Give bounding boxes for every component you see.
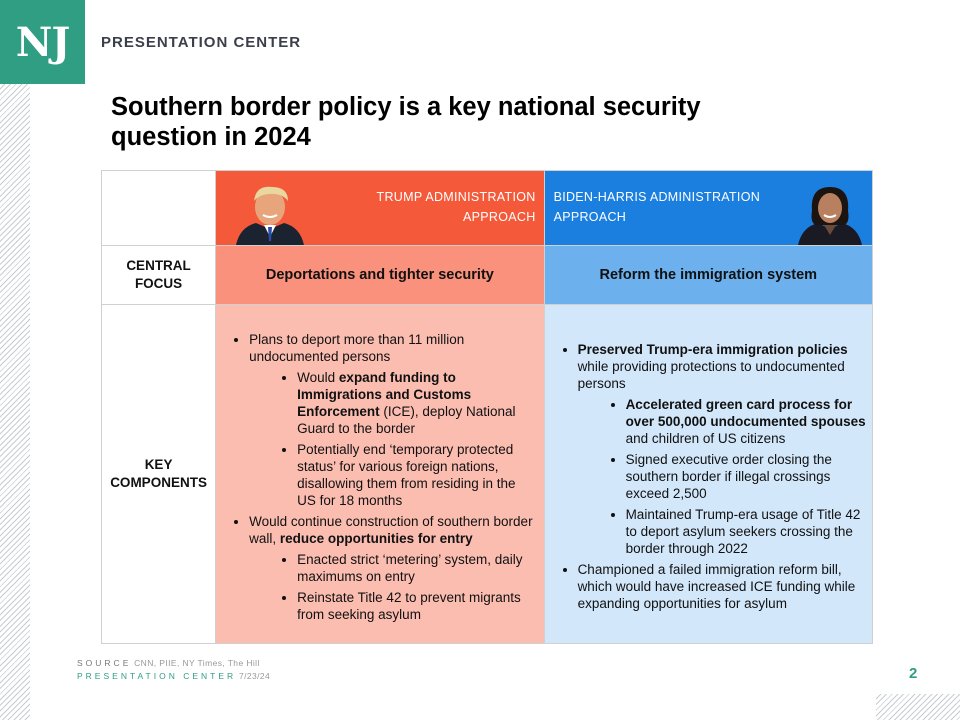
harris-header-cell (544, 171, 872, 246)
trump-key-components (216, 305, 544, 644)
sub-bullet-list (578, 396, 866, 557)
list-item: • Signed executive order closing the southern border if illegal crossings exceed 2,500 (626, 451, 866, 502)
list-item: • Plans to deport more than 11 million undocumented persons • Would expand funding to Immigrations and Customs Enforcement (ICE), deploy National Guard to the border • Potentially end ‘temporary protected status’ for various foreign nations, disallowing them from residing in the US for 18 months (249, 331, 537, 509)
list-item: • Would continue construction of southern border wall, reduce opportunities for entry • Enacted strict ‘metering’ system, daily maximums on entry • Reinstate Title 42 to prevent migrants from seeking asylum (249, 513, 537, 623)
harris-key-components (544, 305, 872, 644)
trump-header-cell (216, 171, 544, 246)
nj-logo: NJ (0, 0, 85, 84)
key-components-label: KEY COMPONENTS (102, 305, 216, 644)
list-item: • Potentially end ‘temporary protected status’ for various foreign nations, disallowing them from residing in the US for 18 months (297, 441, 537, 509)
slide-title: Southern border policy is a key national security question in 2024 (111, 93, 701, 151)
empty-corner-cell (102, 171, 216, 246)
harris-header-label: BIDEN-HARRIS ADMINISTRATION APPROACH (553, 190, 761, 224)
list-item: • Accelerated green card process for over 500,000 undocumented spouses and children of US citizens (626, 396, 866, 447)
list-item: • Championed a failed immigration reform bill, which would have increased ICE funding while expanding opportunities for asylum (578, 561, 866, 612)
comparison-table (101, 170, 873, 644)
section-title: PRESENTATION CENTER (101, 34, 302, 51)
source-footnote: SOURCE CNN, PIIE, NY Times, The Hill (77, 658, 260, 668)
decorative-hatch-left (0, 84, 30, 720)
central-focus-label: CENTRAL FOCUS (102, 246, 216, 305)
page-number: 2 (909, 665, 918, 682)
harris-bullet-list (545, 332, 872, 612)
trump-portrait (234, 181, 306, 245)
decorative-hatch-bottom-right (876, 694, 960, 720)
sub-bullet-list (249, 369, 537, 509)
trump-bullet-list (216, 322, 543, 623)
trump-header-label: TRUMP ADMINISTRATION APPROACH (376, 190, 536, 224)
list-item: • Preserved Trump-era immigration policies while providing protections to undocumented persons • Accelerated green card process for over 500,000 undocumented spouses and children of US citizens • Signed executive order closing the southern border if illegal crossings exceed 2,500 • Maintained Trump-era usage of Title 42 to deport asylum seekers crossing the border through 2022 (578, 341, 866, 557)
harris-portrait (794, 181, 866, 245)
presentation-center-footnote: PRESENTATION CENTER 7/23/24 (77, 671, 271, 681)
trump-central-focus: Deportations and tighter security (216, 246, 544, 305)
list-item: • Maintained Trump-era usage of Title 42 to deport asylum seekers crossing the border through 2022 (626, 506, 866, 557)
harris-central-focus: Reform the immigration system (544, 246, 872, 305)
list-item: • Enacted strict ‘metering’ system, daily maximums on entry (297, 551, 537, 585)
sub-bullet-list (249, 551, 537, 623)
list-item: • Would expand funding to Immigrations and Customs Enforcement (ICE), deploy National Guard to the border (297, 369, 537, 437)
list-item: • Reinstate Title 42 to prevent migrants from seeking asylum (297, 589, 537, 623)
